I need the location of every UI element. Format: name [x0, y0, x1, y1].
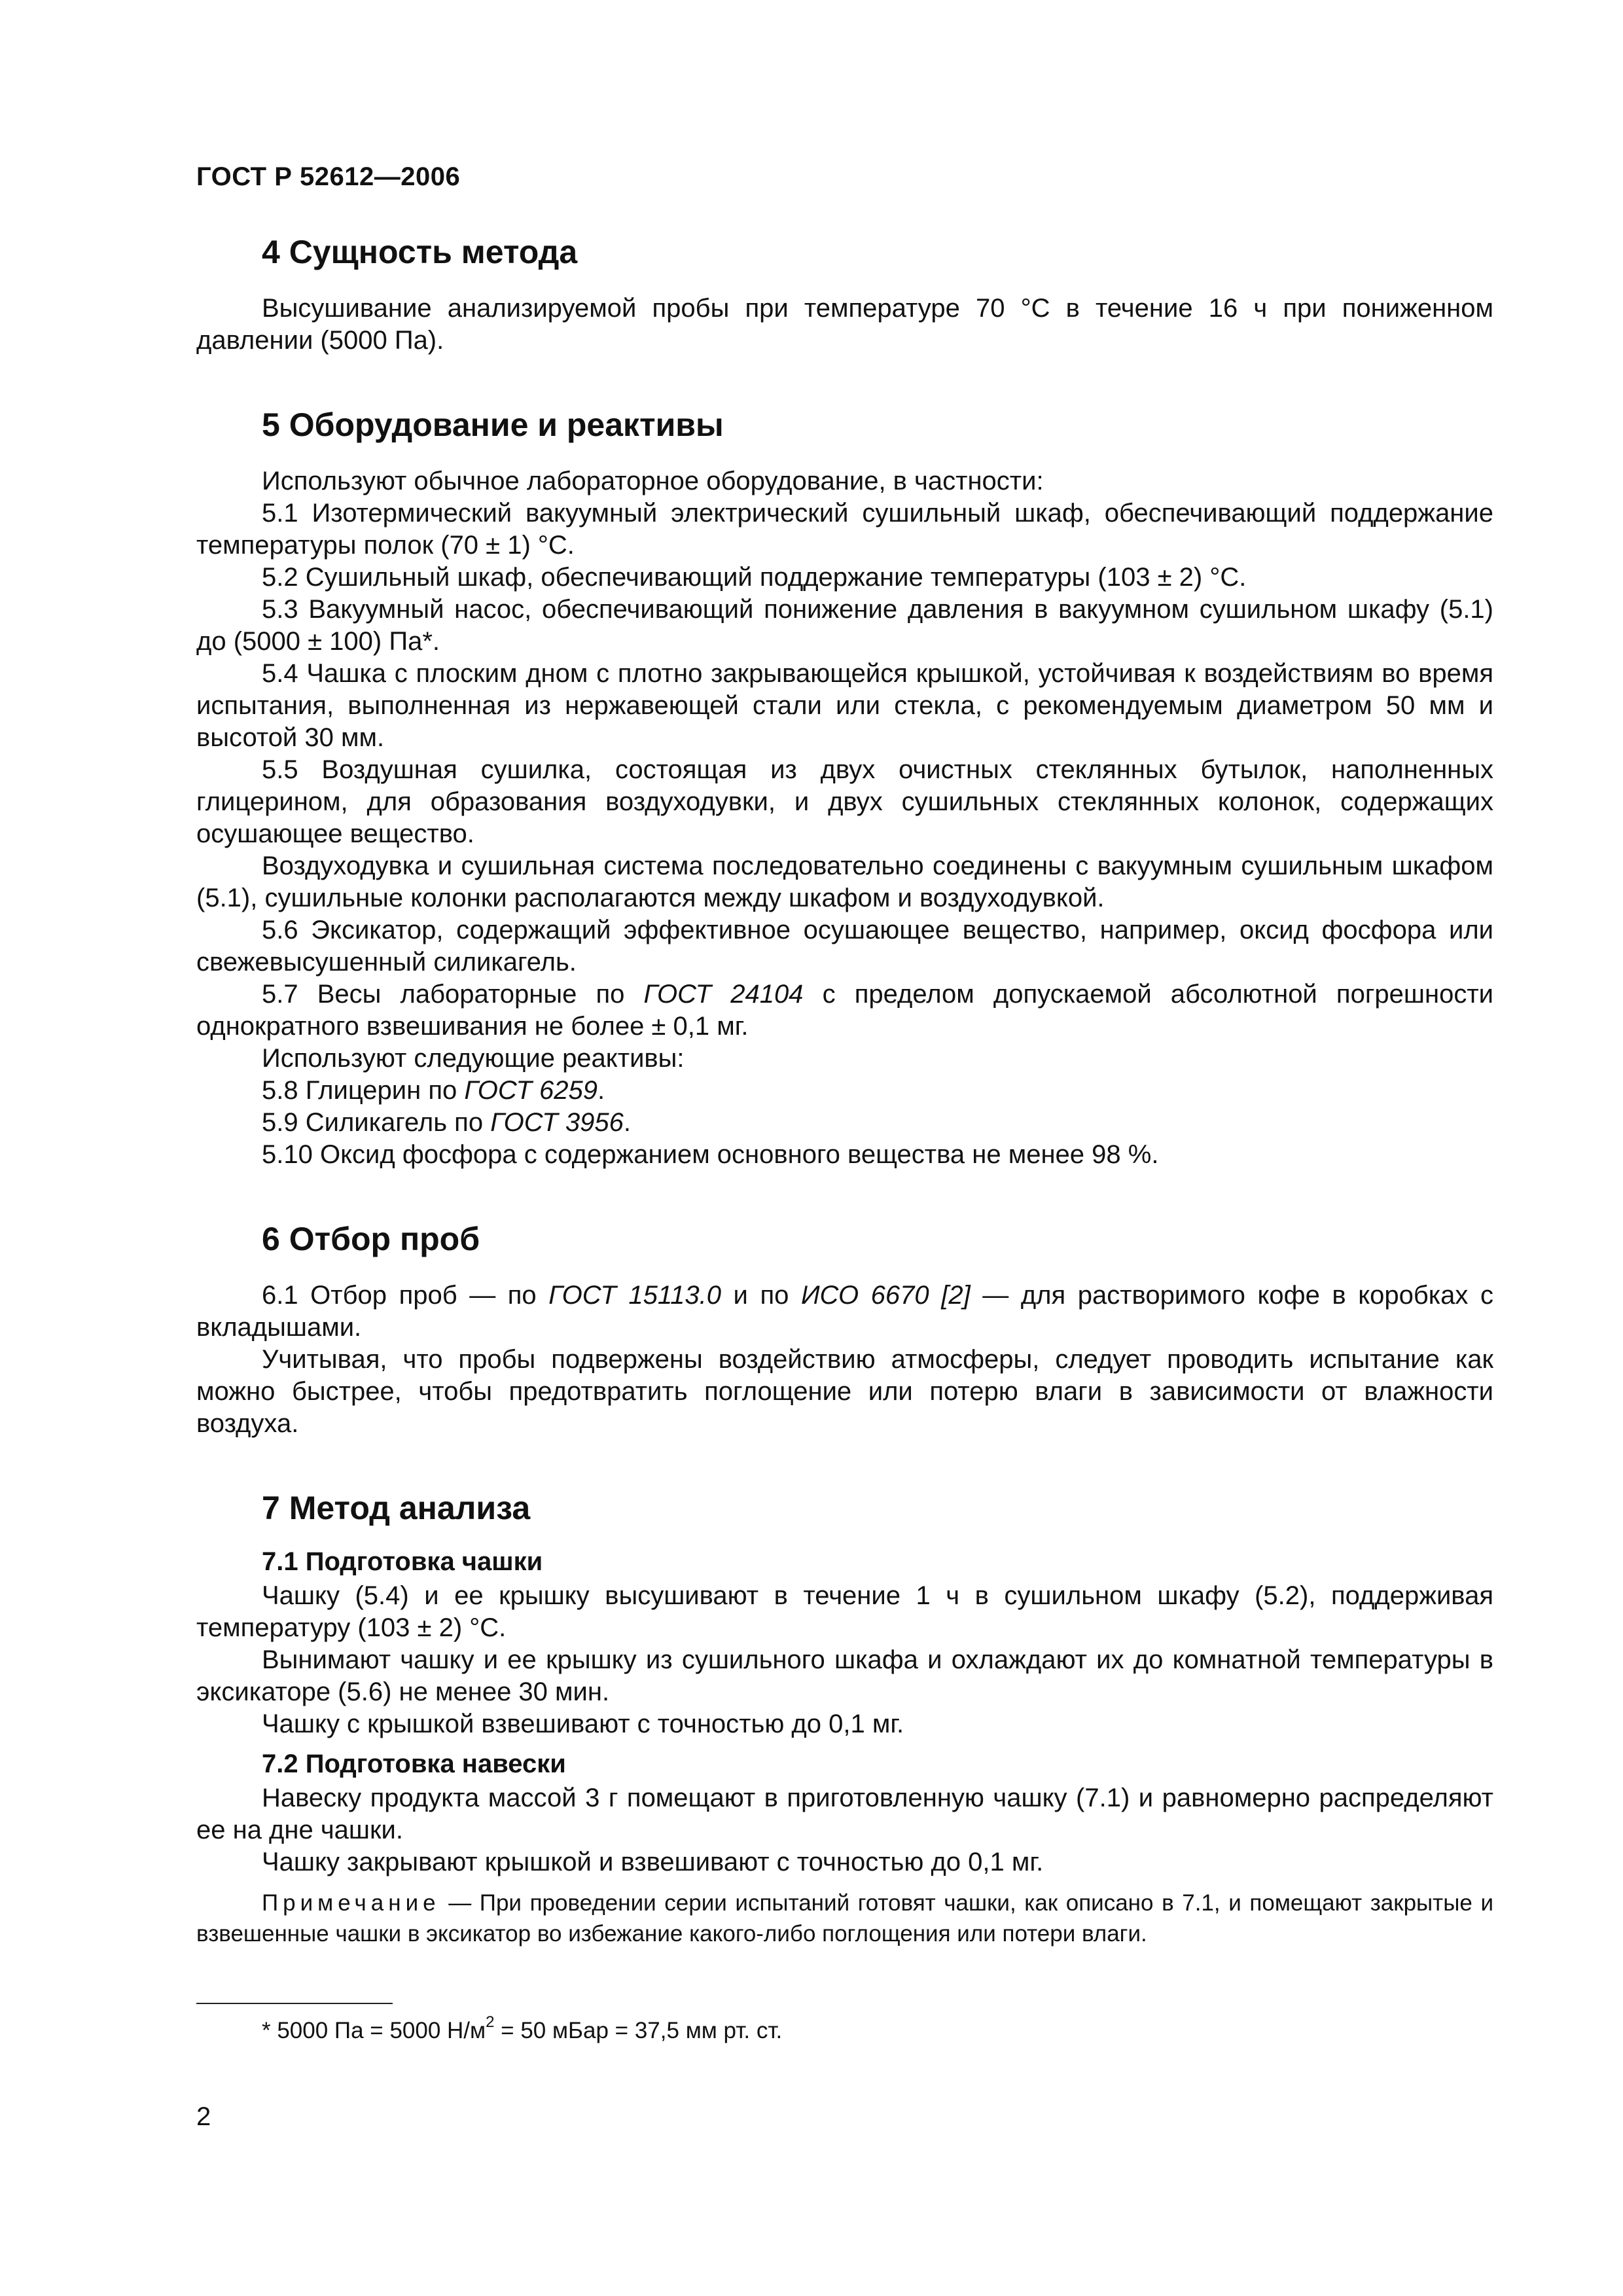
section-4-heading: 4 Сущность метода — [262, 234, 578, 270]
section-7-heading: 7 Метод анализа — [262, 1490, 531, 1526]
clause-5-4: 5.4 Чашка с плоским дном с плотно закрывающейся крышкой, устойчивая к воздействиям во время испытания, выполненная из нержавеющей стали или стекла, с рекомендуемым диаметром 50 мм и высотой 30 мм. — [196, 659, 1493, 752]
clause-5-3: 5.3 Вакуумный насос, обеспечивающий понижение давления в вакуумном сушильном шкафу (5.1) до (5000 ± 100) Па*. — [196, 595, 1493, 656]
clause-5-1: 5.1 Изотермический вакуумный электрический сушильный шкаф, обеспечивающий поддержание температуры полок (70 ± 1) °С. — [196, 499, 1493, 560]
standard-reference-link: ГОСТ 3956 — [490, 1108, 624, 1137]
subsection-7-2-heading: 7.2 Подготовка навески — [262, 1749, 566, 1778]
clause-7-1-paragraph: Чашку (5.4) и ее крышку высушивают в течение 1 ч в сушильном шкафу (5.2), поддерживая температуру (103 ± 2) °С. — [196, 1581, 1493, 1642]
clause-5-10: 5.10 Оксид фосфора с содержанием основного вещества не менее 98 %. — [262, 1140, 1159, 1169]
clause-5-5: 5.5 Воздушная сушилка, состоящая из двух очистных стеклянных бутылок, наполненных глицерином, для образования воздуходувки, и двух сушильных стеклянных колонок, содержащих осушающее вещество. — [196, 755, 1493, 848]
section-5-intro: Используют обычное лабораторное оборудование, в частности: — [262, 467, 1044, 495]
clause-7-2-paragraph: Навеску продукта массой 3 г помещают в приготовленную чашку (7.1) и равномерно распределяют ее на дне чашки. — [196, 1784, 1493, 1844]
footnote-divider — [196, 2003, 393, 2004]
clause-5-8: 5.8 Глицерин по ГОСТ 6259. — [262, 1076, 605, 1105]
document-code-header: ГОСТ Р 52612—2006 — [196, 162, 461, 191]
section-6-heading: 6 Отбор проб — [262, 1221, 480, 1257]
section-4-paragraph: Высушивание анализируемой пробы при температуре 70 °С в течение 16 ч при пониженном давлении (5000 Па). — [196, 294, 1493, 355]
clause-5-9: 5.9 Силикагель по ГОСТ 3956. — [262, 1108, 631, 1137]
section-5-heading: 5 Оборудование и реактивы — [262, 406, 724, 443]
clause-5-7: 5.7 Весы лабораторные по ГОСТ 24104 с пределом допускаемой абсолютной погрешности однократного взвешивания не более ± 0,1 мг. — [196, 980, 1493, 1041]
clause-7-2-paragraph: Чашку закрывают крышкой и взвешивают с точностью до 0,1 мг. — [262, 1848, 1044, 1876]
document-body — [196, 226, 1493, 1949]
subsection-7-1-heading: 7.1 Подготовка чашки — [262, 1547, 543, 1576]
standard-reference-link: ИСО 6670 [2] — [800, 1281, 971, 1310]
reagents-intro: Используют следующие реактивы: — [262, 1044, 685, 1073]
page-number: 2 — [196, 2102, 211, 2131]
note: Примечание — При проведении серии испытаний готовят чашки, как описано в 7.1, и помещают закрытые и взвешенные чашки в эксикатор во избежание какого-либо поглощения или потери влаги. — [196, 1890, 1493, 1946]
clause-5-5-continued: Воздуходувка и сушильная система последовательно соединены с вакуумным сушильным шкафом (5.1), сушильные колонки располагаются между шкафом и воздуходувкой. — [196, 852, 1493, 912]
standard-reference-link: ГОСТ 15113.0 — [548, 1281, 721, 1310]
footnote: * 5000 Па = 5000 $Н/м^2 = 50$ мБар = 37,5 мм рт. ст. — [262, 2013, 783, 2043]
clause-5-2: 5.2 Сушильный шкаф, обеспечивающий поддержание температуры (103 ± 2) °С. — [262, 563, 1247, 592]
standard-reference-link: ГОСТ 24104 — [643, 980, 804, 1009]
clause-7-1-paragraph: Вынимают чашку и ее крышку из сушильного шкафа и охлаждают их до комнатной температуры в эксикаторе (5.6) не менее 30 мин. — [196, 1645, 1493, 1706]
standard-reference-link: ГОСТ 6259 — [464, 1076, 597, 1105]
clause-5-6: 5.6 Эксикатор, содержащий эффективное осушающее вещество, например, оксид фосфора или свежевысушенный силикагель. — [196, 916, 1493, 977]
section-6-paragraph: Учитывая, что пробы подвержены воздействию атмосферы, следует проводить испытание как можно быстрее, чтобы предотвратить поглощение или потерю влаги в зависимости от влажности воздуха. — [196, 1345, 1493, 1438]
clause-6-1: 6.1 Отбор проб — по ГОСТ 15113.0 и по ИСО 6670 [2] — для растворимого кофе в коробках с вкладышами. — [196, 1281, 1493, 1342]
note-label: Примечание — [262, 1890, 440, 1916]
clause-7-1-paragraph: Чашку с крышкой взвешивают с точностью до 0,1 мг. — [262, 1710, 904, 1738]
